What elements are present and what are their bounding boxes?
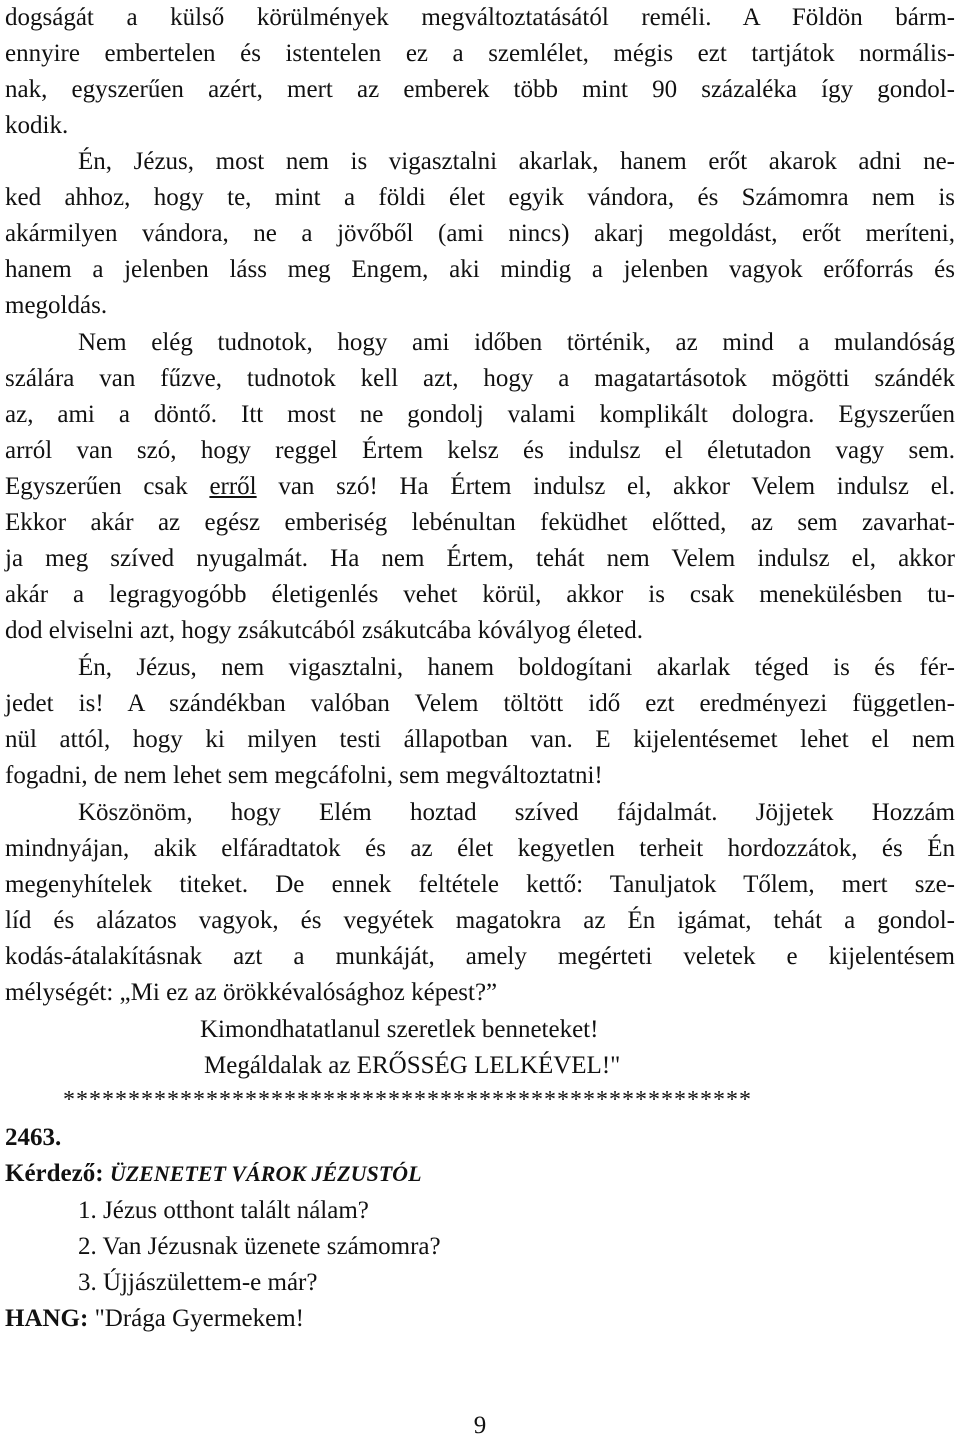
closing-line: Kimondhatatlanul szeretlek benneteket! <box>200 1016 599 1043</box>
underlined-word: erről <box>209 473 257 500</box>
text-line: szálára van fűzve, tudnotok kell azt, hogy a magatartásotok mögötti szándék <box>5 365 955 392</box>
closing-line: Megáldalak az ERŐSSÉG LELKÉVEL!" <box>204 1052 621 1079</box>
text-line: ja meg szíved nyugalmát. Ha nem Értem, tehát nem Velem indulsz el, akkor <box>5 545 955 572</box>
asker-title: ÜZENETET VÁROK JÉZUSTÓL <box>109 1161 422 1186</box>
text-line: dod elviselni azt, hogy zsákutcából zsákutcába kóvályog életed. <box>5 617 643 644</box>
text-line: kodik. <box>5 112 69 139</box>
text-line: kodás-átalakításnak azt a munkáját, amely megérteti veletek e kijelentésem <box>5 943 955 970</box>
text-line: fogadni, de nem lehet sem megcáfolni, sem megváltoztatni! <box>5 762 603 789</box>
hang-line <box>5 1301 955 1337</box>
text-line: akár a legragyogóbb életigenlés vehet körül, akkor is csak menekülésben tu- <box>5 581 955 608</box>
text-line: Én, Jézus, most nem is vigasztalni akarlak, hanem erőt akarok adni ne- <box>78 148 955 175</box>
text-line: Ekkor akár az egész emberiség lebénultan feküdhet előtted, az sem zavarhat- <box>5 509 955 536</box>
text-line: Köszönöm, hogy Elém hoztad szíved fájdalmát. Jöjjetek Hozzám <box>78 799 955 826</box>
text-segment: Egyszerűen csak <box>5 473 210 500</box>
text-line: jedet is! A szándékban valóban Velem töltött idő ezt eredményezi független- <box>5 690 955 717</box>
text-line: arról van szó, hogy reggel Értem kelsz és indulsz el életutadon vagy sem. <box>5 437 955 464</box>
message-number: 2463. <box>5 1124 62 1151</box>
asker-label: Kérdező: <box>5 1160 104 1187</box>
text-line: líd és alázatos vagyok, és vegyétek magatokra az Én igámat, tehát a gondol- <box>5 907 955 934</box>
question-item: 3. Újjászülettem-e már? <box>78 1269 318 1296</box>
text-line: ked ahhoz, hogy te, mint a földi élet egyik vándora, és Számomra nem is <box>5 184 955 211</box>
text-line: mindnyájan, akik elfáradtatok és az élet kegyetlen terheit hordozzátok, és Én <box>5 835 955 862</box>
text-line: hanem a jelenben láss meg Engem, aki mindig a jelenben vagyok erőforrás és <box>5 256 955 283</box>
separator-stars: ***************************************************** <box>63 1087 752 1113</box>
text-line: Nem elég tudnotok, hogy ami időben történik, az mind a mulandóság <box>78 329 955 356</box>
text-line: mélységét: „Mi ez az örökkévalósághoz képest?” <box>5 979 498 1006</box>
hang-text: "Drága Gyermekem! <box>88 1305 304 1332</box>
text-line: az, ami a döntő. Itt most ne gondolj valami komplikált dologra. Egyszerűen <box>5 401 955 428</box>
text-line: nül attól, hogy ki milyen testi állapotban van. E kijelentésemet lehet el nem <box>5 726 955 753</box>
question-item: 1. Jézus otthont talált nálam? <box>78 1197 369 1224</box>
text-line: nak, egyszerűen azért, mert az emberek több mint 90 százaléka így gondol- <box>5 76 955 103</box>
text-line: dogságát a külső körülmények megváltoztatásától reméli. A Földön bárm- <box>5 4 955 31</box>
page-number: 9 <box>473 1412 487 1439</box>
text-line <box>5 469 955 505</box>
text-line: akármilyen vándora, ne a jövőből (ami nincs) akarj megoldást, erőt meríteni, <box>5 220 955 247</box>
hang-label: HANG: <box>5 1305 89 1332</box>
text-line: megenyhítelek titeket. De ennek feltétele kettő: Tanuljatok Tőlem, mert sze- <box>5 871 955 898</box>
text-line: Én, Jézus, nem vigasztalni, hanem boldogítani akarlak téged is és fér- <box>78 654 955 681</box>
text-line: ennyire embertelen és istentelen ez a szemlélet, mégis ezt tartjátok normális- <box>5 40 955 67</box>
text-segment: van szó! Ha Értem indulsz el, akkor Velem indulsz el. <box>256 473 955 500</box>
text-line: megoldás. <box>5 292 108 319</box>
asker-line <box>5 1156 955 1192</box>
question-item: 2. Van Jézusnak üzenete számomra? <box>78 1233 441 1260</box>
